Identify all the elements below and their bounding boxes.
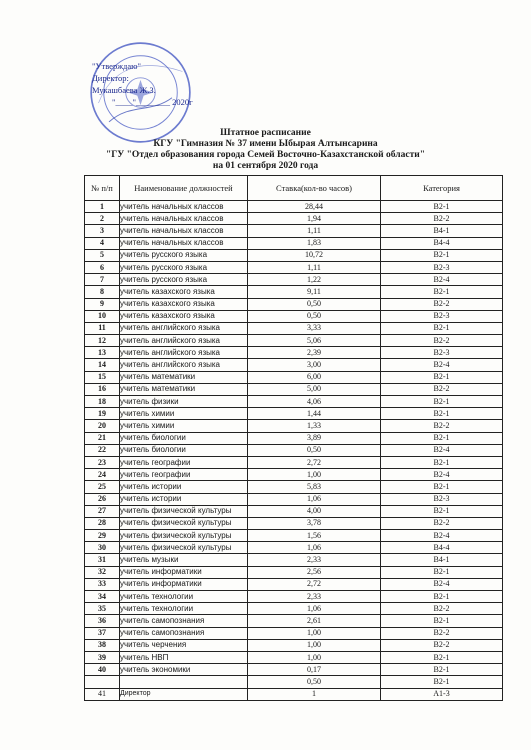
table-row: [85, 444, 503, 456]
row-position: учитель химии: [120, 420, 248, 432]
row-category: В2-1: [381, 591, 503, 603]
table-row: [85, 298, 503, 310]
department-name: "ГУ "Отдел образования города Семей Восточно-Казахстанской области": [105, 150, 425, 160]
table-row: [85, 335, 503, 347]
row-category: В2-3: [381, 347, 503, 359]
row-rate: 28,44: [248, 201, 381, 213]
row-rate: 4,00: [248, 505, 381, 517]
table-row: [85, 481, 503, 493]
table-row: [85, 408, 503, 420]
row-category: В2-4: [381, 578, 503, 590]
row-category: В2-1: [381, 456, 503, 468]
row-number: 18: [85, 396, 120, 408]
approval-line-3: Мукашбаева Ж.З.: [92, 85, 156, 95]
row-position: учитель казахского языка: [120, 298, 248, 310]
row-rate: 1,22: [248, 274, 381, 286]
row-rate: 5,83: [248, 481, 381, 493]
row-category: В2-1: [381, 664, 503, 676]
table-row: [85, 517, 503, 529]
row-position: [120, 676, 248, 688]
row-number: 19: [85, 408, 120, 420]
row-category: В2-4: [381, 530, 503, 542]
row-category: В4-1: [381, 225, 503, 237]
row-category: В2-2: [381, 213, 503, 225]
document-title: Штатное расписание: [220, 128, 311, 138]
row-number: [85, 676, 120, 688]
table-row: [85, 651, 503, 663]
table-row: [85, 615, 503, 627]
table-row: [85, 213, 503, 225]
row-number: 20: [85, 420, 120, 432]
table-row: [85, 237, 503, 249]
row-category: В2-2: [381, 420, 503, 432]
row-category: В2-1: [381, 481, 503, 493]
table-row: [85, 359, 503, 371]
row-rate: 1,83: [248, 237, 381, 249]
row-rate: 3,33: [248, 322, 381, 334]
row-number: 25: [85, 481, 120, 493]
row-category: В2-1: [381, 201, 503, 213]
row-position: учитель русского языка: [120, 249, 248, 261]
row-rate: 1,06: [248, 493, 381, 505]
row-category: В2-1: [381, 615, 503, 627]
row-number: 7: [85, 274, 120, 286]
row-position: учитель биологии: [120, 444, 248, 456]
row-rate: 1,56: [248, 530, 381, 542]
row-category: В2-3: [381, 493, 503, 505]
row-number: 11: [85, 322, 120, 334]
table-row: [85, 383, 503, 395]
row-category: В2-1: [381, 566, 503, 578]
row-position: учитель русского языка: [120, 274, 248, 286]
row-number: 12: [85, 335, 120, 347]
row-rate: 2,72: [248, 578, 381, 590]
table-row: [85, 505, 503, 517]
row-rate: 5,06: [248, 335, 381, 347]
approval-line-4: "____"________ 2020г: [112, 97, 193, 107]
table-row: [85, 456, 503, 468]
row-number: 36: [85, 615, 120, 627]
row-number: 34: [85, 591, 120, 603]
row-rate: 10,72: [248, 249, 381, 261]
row-position: учитель технологии: [120, 603, 248, 615]
document-date: на 01 сентября 2020 года: [212, 161, 319, 171]
row-rate: 9,11: [248, 286, 381, 298]
table-row: [85, 627, 503, 639]
row-position: Директор: [120, 688, 248, 700]
row-category: В2-1: [381, 408, 503, 420]
row-category: В2-2: [381, 639, 503, 651]
table-row: [85, 566, 503, 578]
table-row: [85, 591, 503, 603]
row-position: учитель информатики: [120, 566, 248, 578]
table-row: [85, 688, 503, 700]
row-number: 33: [85, 578, 120, 590]
row-rate: 0,50: [248, 298, 381, 310]
table-row: [85, 347, 503, 359]
table-row: [85, 261, 503, 273]
row-number: 1: [85, 201, 120, 213]
table-row: [85, 542, 503, 554]
row-rate: 2,33: [248, 554, 381, 566]
table-row: [85, 371, 503, 383]
table-row: [85, 639, 503, 651]
row-category: В2-1: [381, 286, 503, 298]
row-rate: 0,17: [248, 664, 381, 676]
row-number: 22: [85, 444, 120, 456]
row-number: 31: [85, 554, 120, 566]
row-position: учитель химии: [120, 408, 248, 420]
organization-name: КГУ "Гимназия № 37 имени Ыбырая Алтынсарина: [153, 139, 378, 149]
row-number: 4: [85, 237, 120, 249]
row-position: учитель физической культуры: [120, 517, 248, 529]
row-rate: 2,61: [248, 615, 381, 627]
row-position: учитель физической культуры: [120, 542, 248, 554]
row-position: учитель математики: [120, 383, 248, 395]
row-rate: 1,00: [248, 639, 381, 651]
table-row: [85, 201, 503, 213]
row-number: 24: [85, 469, 120, 481]
row-position: учитель казахского языка: [120, 286, 248, 298]
row-rate: 2,39: [248, 347, 381, 359]
row-number: 32: [85, 566, 120, 578]
row-position: учитель математики: [120, 371, 248, 383]
row-position: учитель истории: [120, 481, 248, 493]
table-row: [85, 396, 503, 408]
row-number: 28: [85, 517, 120, 529]
row-category: В2-2: [381, 627, 503, 639]
row-category: В2-1: [381, 505, 503, 517]
table-row: [85, 578, 503, 590]
row-position: учитель черчения: [120, 639, 248, 651]
row-category: В2-2: [381, 603, 503, 615]
row-category: В2-1: [381, 249, 503, 261]
row-rate: 1,11: [248, 225, 381, 237]
row-category: В2-1: [381, 322, 503, 334]
row-category: В2-3: [381, 261, 503, 273]
row-number: 16: [85, 383, 120, 395]
row-rate: 1,00: [248, 627, 381, 639]
row-number: 26: [85, 493, 120, 505]
row-position: учитель географии: [120, 469, 248, 481]
table-row: [85, 310, 503, 322]
row-category: В2-4: [381, 469, 503, 481]
table-row: [85, 249, 503, 261]
table-row: [85, 432, 503, 444]
row-position: учитель казахского языка: [120, 310, 248, 322]
row-rate: 2,56: [248, 566, 381, 578]
row-rate: 1,94: [248, 213, 381, 225]
row-position: учитель истории: [120, 493, 248, 505]
row-rate: 1,06: [248, 542, 381, 554]
table-row: [85, 286, 503, 298]
row-position: учитель начальных классов: [120, 201, 248, 213]
row-rate: 1,33: [248, 420, 381, 432]
row-category: В4-1: [381, 554, 503, 566]
row-position: учитель русского языка: [120, 261, 248, 273]
row-number: 35: [85, 603, 120, 615]
table-row: [85, 664, 503, 676]
staff-table: [84, 175, 503, 701]
row-number: 39: [85, 651, 120, 663]
row-number: 40: [85, 664, 120, 676]
row-category: В2-1: [381, 651, 503, 663]
row-position: учитель информатики: [120, 578, 248, 590]
row-category: В4-4: [381, 237, 503, 249]
row-category: В2-3: [381, 310, 503, 322]
row-category: В2-1: [381, 432, 503, 444]
row-rate: 4,06: [248, 396, 381, 408]
row-number: 3: [85, 225, 120, 237]
row-number: 15: [85, 371, 120, 383]
row-number: 38: [85, 639, 120, 651]
row-category: В2-4: [381, 274, 503, 286]
row-number: 21: [85, 432, 120, 444]
table-row: [85, 274, 503, 286]
table-row: [85, 225, 503, 237]
row-rate: 3,00: [248, 359, 381, 371]
row-category: А1-3: [381, 688, 503, 700]
row-rate: 2,72: [248, 456, 381, 468]
row-number: 29: [85, 530, 120, 542]
row-position: учитель самопознания: [120, 627, 248, 639]
table-row: [85, 676, 503, 688]
row-number: 27: [85, 505, 120, 517]
table-row: [85, 530, 503, 542]
table-row: [85, 469, 503, 481]
row-rate: 5,00: [248, 383, 381, 395]
column-header-number: № п/п: [85, 176, 120, 201]
table-row: [85, 493, 503, 505]
row-position: учитель физики: [120, 396, 248, 408]
row-position: учитель начальных классов: [120, 225, 248, 237]
table-header-row: [85, 176, 503, 201]
row-rate: 6,00: [248, 371, 381, 383]
row-number: 23: [85, 456, 120, 468]
row-number: 30: [85, 542, 120, 554]
row-rate: 1: [248, 688, 381, 700]
row-position: учитель английского языка: [120, 335, 248, 347]
row-rate: 1,11: [248, 261, 381, 273]
row-category: В2-1: [381, 676, 503, 688]
row-position: учитель английского языка: [120, 347, 248, 359]
row-position: учитель биологии: [120, 432, 248, 444]
row-category: В4-4: [381, 542, 503, 554]
row-rate: 0,50: [248, 310, 381, 322]
row-position: учитель технологии: [120, 591, 248, 603]
row-number: 13: [85, 347, 120, 359]
column-header-position: Наименование должностей: [120, 176, 248, 201]
row-rate: 0,50: [248, 444, 381, 456]
row-position: учитель физической культуры: [120, 505, 248, 517]
row-rate: 2,33: [248, 591, 381, 603]
row-position: учитель экономики: [120, 664, 248, 676]
row-category: В2-4: [381, 359, 503, 371]
row-position: учитель самопознания: [120, 615, 248, 627]
row-position: учитель физической культуры: [120, 530, 248, 542]
row-position: учитель начальных классов: [120, 237, 248, 249]
row-number: 5: [85, 249, 120, 261]
row-category: В2-2: [381, 517, 503, 529]
row-number: 14: [85, 359, 120, 371]
row-position: учитель английского языка: [120, 359, 248, 371]
row-number: 2: [85, 213, 120, 225]
row-category: В2-2: [381, 383, 503, 395]
row-rate: 1,06: [248, 603, 381, 615]
column-header-category: Категория: [381, 176, 503, 201]
row-number: 37: [85, 627, 120, 639]
table-row: [85, 554, 503, 566]
row-position: учитель географии: [120, 456, 248, 468]
row-category: В2-1: [381, 371, 503, 383]
column-header-rate: Ставка(кол-во часов): [248, 176, 381, 201]
row-rate: 3,89: [248, 432, 381, 444]
approval-line-2: Директор:: [92, 73, 129, 83]
row-number: 10: [85, 310, 120, 322]
table-row: [85, 603, 503, 615]
row-position: учитель НВП: [120, 651, 248, 663]
row-position: учитель музыки: [120, 554, 248, 566]
approval-block: [92, 60, 193, 108]
row-number: 41: [85, 688, 120, 700]
approval-line-1: "Утверждаю": [92, 61, 141, 71]
row-rate: 3,78: [248, 517, 381, 529]
table-row: [85, 420, 503, 432]
row-number: 6: [85, 261, 120, 273]
row-rate: 0,50: [248, 676, 381, 688]
row-rate: 1,00: [248, 651, 381, 663]
row-category: В2-2: [381, 298, 503, 310]
table-row: [85, 322, 503, 334]
row-category: В2-2: [381, 335, 503, 347]
row-number: 8: [85, 286, 120, 298]
row-category: В2-1: [381, 396, 503, 408]
row-category: В2-4: [381, 444, 503, 456]
row-rate: 1,00: [248, 469, 381, 481]
row-rate: 1,44: [248, 408, 381, 420]
row-position: учитель начальных классов: [120, 213, 248, 225]
row-number: 9: [85, 298, 120, 310]
row-position: учитель английского языка: [120, 322, 248, 334]
